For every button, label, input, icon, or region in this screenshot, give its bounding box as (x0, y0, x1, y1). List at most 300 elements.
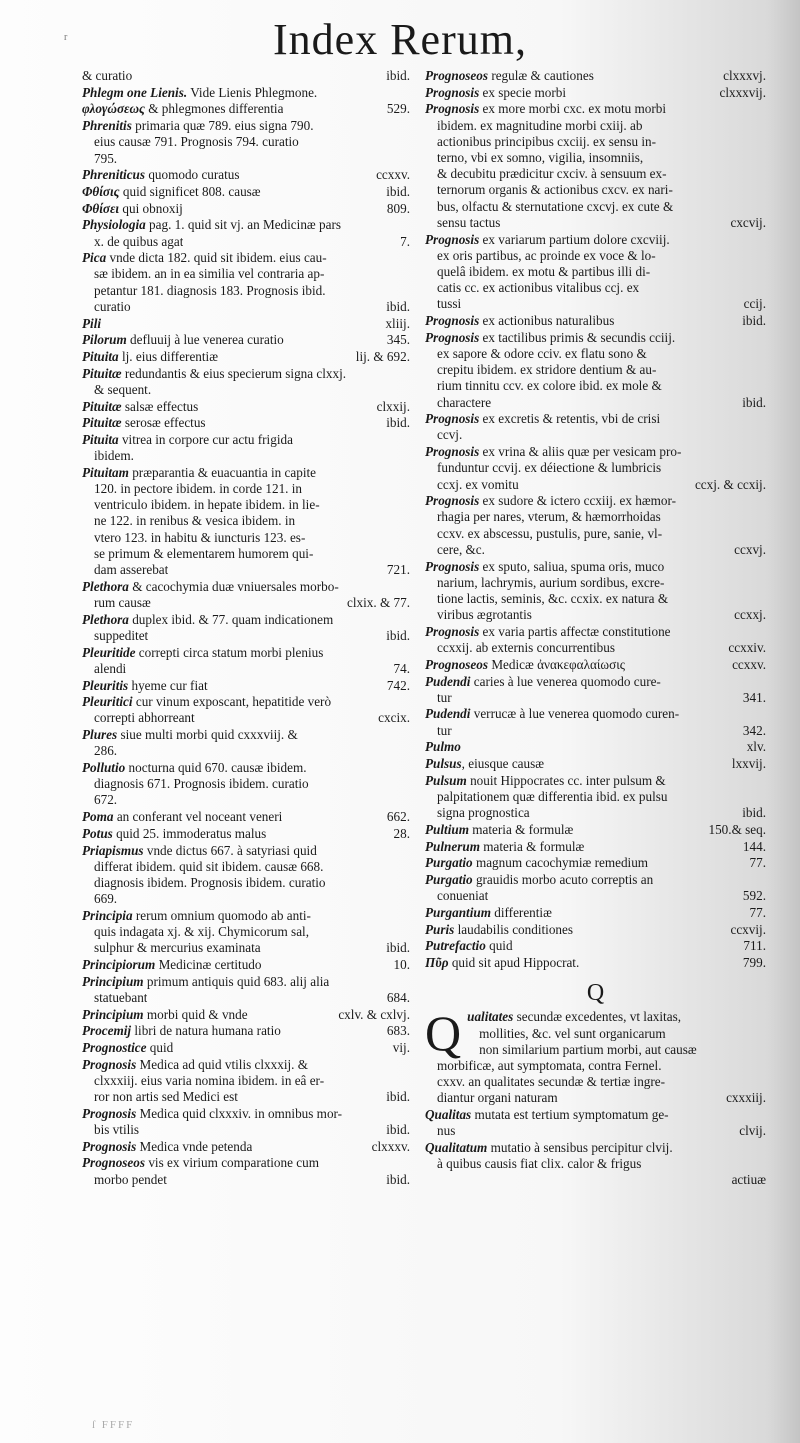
entry-text: tur (437, 689, 452, 705)
page-reference: 809. (386, 200, 410, 216)
entry-line (425, 215, 766, 231)
page-reference: actiuæ (731, 1172, 766, 1188)
index-entry (425, 1140, 766, 1189)
page-reference: 7. (400, 233, 410, 249)
entry-line (82, 1139, 410, 1155)
page-reference: 721. (386, 562, 410, 578)
page-reference: 150.& seq. (708, 821, 766, 837)
index-entry (425, 938, 766, 954)
page-reference: 77. (749, 904, 766, 920)
entry-text: correpti abhorreant (94, 710, 195, 726)
entry-text: Pituitæ redundantis & eius specierum signa clxxj. (82, 365, 347, 381)
headword: Pituitæ (82, 398, 122, 414)
page-reference: ibid. (742, 394, 766, 410)
entry-line (425, 1156, 766, 1172)
page-reference: xlv. (746, 739, 766, 755)
entry-line (82, 743, 410, 759)
entry-line (82, 1073, 410, 1089)
entry-line (82, 299, 410, 315)
index-entry (82, 1023, 410, 1039)
entry-text: Pudendi caries à lue venerea quomodo cure- (425, 673, 661, 689)
entry-text: à quibus causis fiat clix. calor & frigus (437, 1156, 642, 1172)
page-reference: 341. (742, 689, 766, 705)
entry-text: Pleuritici cur vinum exposcant, hepatitide verò (82, 694, 332, 710)
right-column-entries (425, 68, 766, 971)
index-entry (425, 493, 766, 558)
entry-line (82, 101, 410, 117)
entry-line (82, 497, 410, 513)
entry-line (425, 444, 766, 460)
headword: Principiorum (82, 956, 156, 972)
entry-line (82, 546, 410, 562)
entry-line (82, 283, 410, 299)
entry-line (425, 640, 766, 656)
entry-text: 795. (94, 150, 118, 166)
headword: Prognosis (82, 1138, 137, 1154)
index-entry (425, 822, 766, 838)
page-reference: cxcix. (378, 710, 410, 726)
entry-text: conueniat (437, 888, 489, 904)
index-entry (82, 399, 410, 415)
entry-line (82, 974, 410, 990)
entry-text: Procemij libri de natura humana ratio (82, 1023, 281, 1039)
bottom-mark: ſ FFFF (92, 1419, 135, 1431)
entry-line (425, 542, 766, 558)
page-reference: 742. (386, 677, 410, 693)
headword: Plethora (82, 578, 129, 594)
page-reference: 799. (742, 954, 766, 970)
page-reference: ccxxj. (734, 607, 766, 623)
entry-line (82, 595, 410, 611)
headword: Pulmo (425, 739, 461, 755)
page-reference: ibid. (742, 313, 766, 329)
entry-text: ccxxij. ab externis concurrentibus (437, 640, 615, 656)
entry-text: palpitationem quæ differentia ibid. ex pulsu (437, 788, 668, 804)
entry-line (425, 101, 766, 117)
index-entry (82, 1106, 410, 1138)
headword: Principium (82, 973, 144, 989)
entry-line (425, 509, 766, 525)
headword: Prognosis (425, 84, 480, 100)
entry-text: Prognoseos vis ex virium comparatione cum (82, 1155, 319, 1171)
entry-text: bis vtilis (94, 1122, 140, 1137)
entry-line (425, 805, 766, 821)
entry-line (82, 760, 410, 776)
entry-text: ibidem. (94, 448, 134, 464)
index-entry (82, 694, 410, 726)
index-entry (82, 1040, 410, 1056)
entry-line (82, 843, 410, 859)
entry-line (425, 1172, 766, 1188)
entry-text: alendi (94, 660, 127, 676)
page-reference: 144. (742, 838, 766, 854)
entry-text: & curatio (82, 68, 133, 83)
entry-text: Purgatio magnum cacochymiæ remedium (425, 855, 649, 871)
index-entry (82, 727, 410, 759)
entry-line (425, 1140, 766, 1156)
entry-line (425, 607, 766, 623)
headword: Pituitam (82, 464, 129, 480)
entry-text: & sequent. (94, 381, 152, 397)
page-reference: ccij. (743, 296, 766, 312)
page-reference: ibid. (386, 68, 410, 83)
index-entry (82, 432, 410, 464)
page-reference: clvij. (739, 1123, 766, 1139)
entry-text: Pulnerum materia & formulæ (425, 838, 585, 854)
entry-line (425, 68, 766, 84)
index-entry (82, 1155, 410, 1187)
entry-line (82, 727, 410, 743)
entry-line (425, 938, 766, 954)
entry-text: quis indagata xj. & xij. Chymicorum sal, (94, 924, 310, 940)
entry-text: suppeditet (94, 627, 149, 643)
index-entry (425, 872, 766, 904)
index-entry (82, 316, 410, 332)
entry-text: ex oris partibus, ac proinde ex voce & lo- (437, 247, 656, 263)
index-entry (82, 826, 410, 842)
entry-text: clxxxiij. eius varia nomina ibidem. in eâ er- (94, 1072, 325, 1088)
index-entry (82, 465, 410, 578)
entry-text: Prognosis ex variarum partium dolore cxcviij. (425, 231, 670, 247)
entry-line (425, 150, 766, 166)
entry-line (425, 378, 766, 394)
entry-text: ternorum organis & actionibus cxcv. ex nari- (437, 182, 673, 198)
entry-line (82, 332, 410, 348)
entry-line (82, 792, 410, 808)
entry-text: bus, olfactu & sternutatione cxcvj. ex cute & (437, 198, 674, 214)
page-reference: ibid. (386, 1089, 410, 1105)
page-reference: lxxvij. (731, 756, 766, 772)
entry-line (425, 855, 766, 871)
index-entry (82, 908, 410, 957)
entry-text: Plethora duplex ibid. & 77. quam indicationem (82, 611, 334, 627)
entry-line (82, 579, 410, 595)
entry-text: 120. in pectore ibidem. in corde 121. in (94, 481, 303, 497)
entry-line (425, 559, 766, 575)
entry-line (425, 427, 766, 443)
index-entry (425, 624, 766, 656)
entry-text: Prognosis Medica quid clxxxiv. in omnibus mor- (82, 1105, 343, 1121)
entry-line (82, 250, 410, 266)
index-entry (425, 955, 766, 971)
entry-line (82, 217, 410, 233)
page-reference: 28. (393, 825, 410, 841)
entry-text: Purgantium differentiæ (425, 904, 552, 920)
entry-line (82, 875, 410, 891)
page-reference: 345. (386, 332, 410, 348)
entry-text: ibidem. ex magnitudine morbi cxiij. ab (437, 117, 643, 133)
page-reference: ccxxv. (732, 656, 766, 672)
page-reference: ibid. (386, 415, 410, 431)
entry-line (82, 891, 410, 907)
entry-text: crepitu ibidem. ex stridore dentium & au- (437, 362, 657, 378)
index-entry (425, 330, 766, 411)
entry-line (82, 612, 410, 628)
headword: Prognosis (425, 493, 480, 509)
entry-text: Pulsum nouit Hippocrates cc. inter pulsum & (425, 772, 666, 788)
entry-text: Pituitæ salsæ effectus (82, 398, 199, 414)
page-reference: ibid. (742, 805, 766, 821)
entry-line (425, 657, 766, 673)
entry-line (82, 151, 410, 167)
entry-text: Prognosis Medica ad quid vtilis clxxxij. & (82, 1056, 309, 1072)
entry-line (425, 674, 766, 690)
entry-line (425, 723, 766, 739)
entry-line (425, 395, 766, 411)
page-reference: 711. (743, 938, 766, 954)
entry-line (82, 399, 410, 415)
entry-text: Pudendi verrucæ à lue venerea quomodo curen- (425, 706, 680, 722)
entry-line (82, 1023, 410, 1039)
page-reference: ccxxiv. (728, 640, 766, 656)
index-entry (82, 760, 410, 809)
entry-line (425, 460, 766, 476)
entry-text: Putrefactio quid (425, 938, 513, 954)
entry-line (425, 362, 766, 378)
entry-text: Phlegm one Lienis. Vide Lienis Phlegmone. (82, 84, 318, 100)
headword: Pleuritis (82, 677, 129, 693)
index-entry (82, 349, 410, 365)
index-entry (82, 678, 410, 694)
headword: Phrenitis (82, 118, 132, 134)
entry-text: ccxj. ex vomitu (437, 476, 519, 492)
entry-line (425, 182, 766, 198)
entry-text: rium tinnitu ccv. ex colore ibid. ex mole & (437, 378, 662, 394)
entry-line (425, 690, 766, 706)
entry-line (425, 166, 766, 182)
headword: Pulsum (425, 772, 467, 788)
entry-text: funduntur ccvij. ex déiectione & lumbricis (437, 460, 662, 476)
entry-line (425, 346, 766, 362)
entry-text: Prognosis Medica vnde petenda (82, 1138, 253, 1154)
page-reference: xliij. (385, 315, 410, 331)
entry-text: Pituitam præparantia & euacuantia in capite (82, 464, 317, 480)
section-letter: Q (586, 980, 605, 1007)
entry-text: Plethora & cacochymia duæ vniuersales morbo- (82, 578, 339, 594)
page-reference: 74. (393, 660, 410, 676)
index-entry (425, 839, 766, 855)
page-reference: 592. (742, 888, 766, 904)
page-reference: clxxij. (376, 398, 410, 414)
entry-line (82, 448, 410, 464)
index-entry (425, 559, 766, 624)
index-entry (82, 167, 410, 183)
page-reference: ibid. (386, 183, 410, 199)
entry-text: Prognosis ex actionibus naturalibus (425, 313, 615, 329)
headword: Φθίσει (82, 200, 120, 216)
index-entry (82, 201, 410, 217)
entry-line (82, 1106, 410, 1122)
headword: Prognosis (425, 411, 480, 427)
index-entry (425, 313, 766, 329)
page-reference: clxix. & 77. (346, 595, 410, 610)
index-entry (82, 101, 410, 117)
index-entry (425, 85, 766, 101)
entry-text: Priapismus vnde dictus 667. à satyriasi quid (82, 842, 317, 858)
page-reference: ccxxv. (376, 167, 410, 183)
entry-line (82, 415, 410, 431)
entry-text: dam asserebat (94, 562, 169, 578)
entry-text: Prognosis ex more morbi cxc. ex motu morbi (425, 101, 667, 117)
entry-line (82, 1089, 410, 1105)
entry-line (82, 432, 410, 448)
index-entry (82, 974, 410, 1006)
headword: Procemij (82, 1023, 132, 1039)
headword: Qualitas (425, 1107, 472, 1123)
entry-line (467, 1042, 766, 1058)
headword: Priapismus (82, 842, 144, 858)
headword: Plethora (82, 611, 129, 627)
entry-text: Prognoseos Medicæ ἀνακεφαλαίωσις (425, 656, 625, 672)
entry-line (425, 313, 766, 329)
index-entry (425, 739, 766, 755)
entry-text: sæ ibidem. an in ea similia vel contraria ap- (94, 266, 325, 282)
entry-line (82, 118, 410, 134)
entry-text: Pultium materia & formulæ (425, 821, 574, 837)
entry-line (425, 888, 766, 904)
entry-text: Πῦρ quid sit apud Hippocrat. (425, 954, 580, 970)
entry-line (82, 316, 410, 332)
entry-text: 672. (94, 792, 118, 808)
headword: Physiologia (82, 217, 146, 233)
entry-line (425, 199, 766, 215)
page-reference: 77. (749, 855, 766, 871)
entry-text: Prognostice quid (82, 1039, 174, 1055)
headword: ualitates (467, 1009, 514, 1025)
entry-text: φλογώσεως & phlegmones differentia (82, 101, 284, 117)
page-reference: 662. (386, 809, 410, 825)
entry-line (82, 1040, 410, 1056)
entry-line (82, 957, 410, 973)
index-entry (425, 855, 766, 871)
entry-text: ne 122. in renibus & vesica ibidem. in (94, 513, 296, 529)
entry-line (82, 465, 410, 481)
page-reference: ibid. (386, 298, 410, 314)
entry-line (82, 234, 410, 250)
entry-text: Principia rerum omnium quomodo ab anti- (82, 907, 311, 923)
entry-text: Potus quid 25. immoderatus malus (82, 825, 267, 841)
entry-text: quelâ ibidem. ex motu & partibus illi di- (437, 263, 651, 279)
left-column (82, 68, 410, 1188)
index-entry (425, 444, 766, 493)
page-reference: ccxvij. (730, 921, 766, 937)
headword: Principia (82, 907, 133, 923)
entry-line (425, 872, 766, 888)
entry-text: narium, lachrymis, aurium sordibus, excre- (437, 574, 665, 590)
page-reference: clxxxv. (371, 1138, 410, 1154)
headword: Potus (82, 825, 113, 841)
entry-text: Pituitæ serosæ effectus (82, 415, 206, 431)
entry-text: Φθίσει qui obnoxij (82, 200, 183, 216)
headword: Prognoseos (425, 68, 489, 83)
corner-mark: r (64, 32, 68, 43)
entry-line (82, 628, 410, 644)
headword: Plures (82, 727, 118, 743)
entry-line (425, 839, 766, 855)
entry-line (425, 905, 766, 921)
entry-line (82, 481, 410, 497)
entry-text: Pulsus, eiusque causæ (425, 756, 545, 772)
headword: Pituita (82, 348, 119, 364)
entry-text: viribus ægrotantis (437, 607, 532, 623)
entry-line (82, 678, 410, 694)
entry-text: Plures siue multi morbi quid cxxxviij. & (82, 727, 298, 743)
entry-text: vtero 123. in habitu & iuncturis 123. es- (94, 529, 306, 545)
headword: Pilorum (82, 332, 127, 348)
entry-text: se primum & elementarem humorem qui- (94, 545, 314, 561)
entry-line (82, 924, 410, 940)
headword: Prognosis (425, 313, 480, 329)
headword: Prognoseos (425, 656, 489, 672)
headword: Πῦρ (425, 954, 449, 970)
entry-line (82, 167, 410, 183)
entry-text: ror non artis sed Medici est (94, 1089, 238, 1105)
entry-text: differat ibidem. quid sit ibidem. causæ 668. (94, 858, 324, 874)
headword: Purgatio (425, 855, 473, 871)
right-column (425, 68, 766, 1189)
entry-line (82, 1155, 410, 1171)
entry-line (82, 562, 410, 578)
entry-text: ccvj. (437, 427, 463, 443)
index-entry (82, 612, 410, 644)
entry-line (82, 134, 410, 150)
entry-line (425, 330, 766, 346)
entry-text: Prognosis ex specie morbi (425, 84, 567, 100)
entry-line (82, 809, 410, 825)
headword: Prognostice (82, 1039, 147, 1055)
entry-line (82, 694, 410, 710)
entry-line (82, 645, 410, 661)
headword: Pultium (425, 821, 469, 837)
index-entry (82, 68, 410, 84)
headword: Phlegm one Lienis. (82, 84, 188, 100)
entry-text: Qualitas mutata est tertium symptomatum ge- (425, 1107, 669, 1123)
headword: Prognosis (425, 444, 480, 460)
headword: Pleuritide (82, 644, 136, 660)
entry-line (82, 1007, 410, 1023)
index-entry (82, 118, 410, 167)
index-entry (82, 843, 410, 908)
page-reference: cxlv. & cxlvj. (338, 1006, 410, 1022)
entry-line (425, 85, 766, 101)
entry-text: terno, vbi ex somno, vigilia, insomniis, (437, 150, 644, 166)
index-entry (425, 674, 766, 706)
index-entry (82, 1007, 410, 1023)
entry-text: sensu tactus (437, 214, 501, 230)
index-entry (425, 1107, 766, 1139)
entry-text: diantur organi naturam (437, 1090, 558, 1106)
page-title: Index Rerum, (273, 15, 527, 64)
entry-text: ccxv. ex abscessu, pustulis, pure, sanie, vl- (437, 525, 663, 541)
entry-line (467, 1009, 766, 1025)
entry-line (82, 382, 410, 398)
entry-text: Pituita vitrea in corpore cur actu frigida (82, 431, 293, 447)
entry-text (425, 739, 461, 755)
entry-line (82, 513, 410, 529)
entry-text: ex sapore & odore cciv. ex flatu sono & (437, 345, 647, 361)
index-entry (425, 706, 766, 738)
drop-cap: Q (425, 1005, 462, 1062)
entry-line (467, 1026, 766, 1042)
page-reference: ccxvj. (734, 541, 766, 557)
entry-text: Prognosis ex tactilibus primis & secundis cciij. (425, 329, 676, 345)
index-entry (82, 1057, 410, 1106)
entry-text: rum causæ (94, 595, 151, 610)
headword: Purgatio (425, 871, 473, 887)
entry-line (82, 266, 410, 282)
entry-text: nus (437, 1123, 456, 1139)
entry-line (425, 739, 766, 755)
